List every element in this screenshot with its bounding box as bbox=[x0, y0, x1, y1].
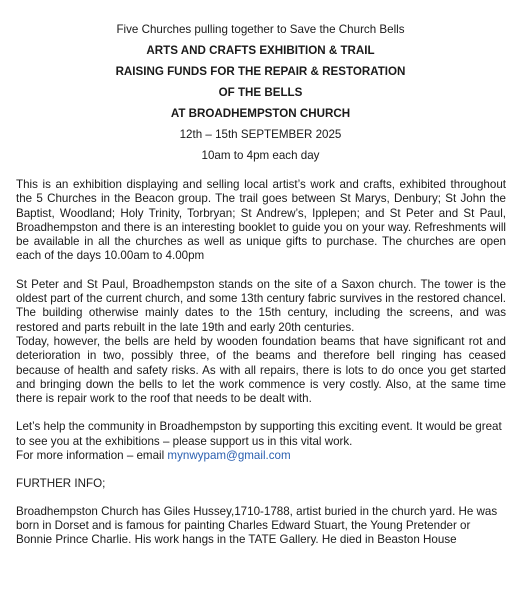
contact-prefix: For more information – email bbox=[16, 449, 168, 463]
paragraph-spacer bbox=[16, 406, 506, 420]
title-line-1: ARTS AND CRAFTS EXHIBITION & TRAIL bbox=[146, 44, 375, 57]
intro-line: Five Churches pulling together to Save the Church Bells bbox=[116, 23, 405, 36]
venue-line: AT BROADHEMPSTON CHURCH bbox=[170, 107, 351, 120]
paragraph-spacer bbox=[16, 264, 506, 278]
hours-line: 10am to 4pm each day bbox=[201, 149, 320, 162]
flyer-header bbox=[0, 19, 521, 166]
paragraph-spacer bbox=[16, 463, 506, 477]
dates-line: 12th – 15th SEPTEMBER 2025 bbox=[179, 128, 342, 141]
further-info-heading: FURTHER INFO; bbox=[16, 477, 106, 491]
flyer-body bbox=[16, 178, 506, 548]
further-info-text: Broadhempston Church has Giles Hussey,1710-1788, artist buried in the church yard. He was born in Dorset and is famous for painting Charles Edward Stuart, the Young Pretender or Bonnie Prince Charlie. His work hangs in the TATE Gallery. He died in Beaston House bbox=[16, 504, 498, 547]
paragraph-spacer bbox=[16, 492, 506, 505]
title-line-3: OF THE BELLS bbox=[218, 86, 303, 99]
contact-line bbox=[16, 449, 506, 463]
bells-condition: Today, however, the bells are held by wooden foundation beams that have significant rot and deterioration in two, possibly three, of the beams and therefore bell ringing has ceased because of health and safety risks. As with all repairs, there is lots to do once you get started and bringing down the bells to let the work commence is very costly. Also, at the same time there is repair work to the roof that needs to be dealt with. bbox=[16, 334, 506, 406]
church-history: St Peter and St Paul, Broadhempston stands on the site of a Saxon church. The tower is the oldest part of the current church, and some 13th century fabric survives in the restored chancel. The building otherwise mainly dates to the 15th century, including the screens, and was restored and parts rebuilt in the late 19th and early 20th centuries. bbox=[16, 277, 506, 334]
title-line-2: RAISING FUNDS FOR THE REPAIR & RESTORATION bbox=[115, 65, 406, 78]
exhibition-description: This is an exhibition displaying and selling local artist’s work and crafts, exhibited throughout the 5 Churches in the Beacon group. The trail goes between St Marys, Denbury; St John the Baptist, Woodland; Holy Trinity, Torbryan; St Andrew’s, Ipplepen; and St Peter and St Paul, Broadhempston and there is an interesting booklet to guide you on your way. Refreshments will be available in all the churches as well as unique gifts to purchase. The churches are open each of the days 10.00am to 4.00pm bbox=[16, 178, 506, 263]
call-to-action: Let’s help the community in Broadhempston by supporting this exciting event. It would be great to see you at the exhibitions – please support us in this vital work. bbox=[16, 420, 502, 448]
contact-email-link[interactable]: mynwypam@gmail.com bbox=[167, 449, 291, 463]
